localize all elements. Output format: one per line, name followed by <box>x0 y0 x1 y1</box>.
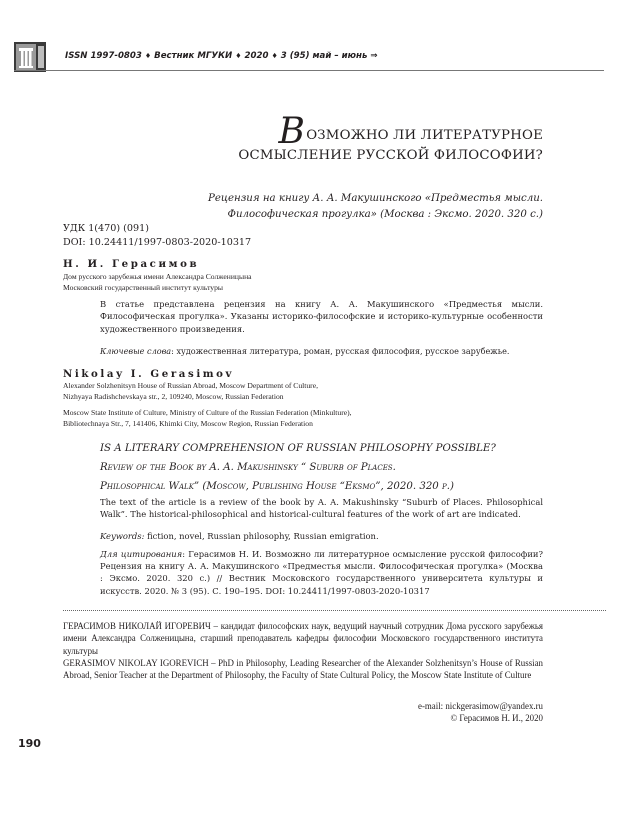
journal-logo <box>14 42 46 72</box>
abstract-ru: В статье представлена рецензия на книгу А. А. Макушинского «Предместья мысли. Философическая прогулка». Указаны историко-философские и историко-культурные особенности художественного произведения. <box>100 299 543 334</box>
title-en-line-3: Philosophical Walk” (Moscow, Publishing House “Eksmo”, 2020. 320 p.) <box>100 481 454 492</box>
title-line-2: ОСМЫСЛЕНИЕ РУССКОЙ ФИЛОСОФИИ? <box>238 148 543 163</box>
keywords-ru <box>100 345 555 357</box>
affiliation-line: Дом русского зарубежья имени Александра Солженицына <box>63 272 252 281</box>
issue: 3 (95) май – июнь <box>280 51 368 61</box>
udk-code: УДК 1(470) (091) <box>63 223 149 234</box>
subtitle-line-1: Рецензия на книгу А. А. Макушинского «Предместья мысли. <box>208 193 543 204</box>
affiliation-line: Московский государственный институт культуры <box>63 282 224 292</box>
keywords-text: fiction, novel, Russian philosophy, Russian emigration. <box>144 531 379 541</box>
title-en-line-2: Review of the Book by A. A. Makushinsky “ Suburb of Places. <box>100 462 396 473</box>
author-name-ru: Н. И. Герасимов <box>63 258 200 270</box>
separator: ♦ <box>235 52 242 60</box>
article-title <box>238 111 543 166</box>
citation-text: : Герасимов Н. И. Возможно ли литературное осмысление русской философии? Рецензия на книгу А. А. Макушинского «Предместья мысли. Философическая прогулка» (Москва : Эксмо. 2020. 320 с.) // Вестник Московского государственного университета культуры и искусств. 2020. № 3 (95). С. 190–195. DOI: 10.24411/1997-0803-2020-10317 <box>100 549 543 596</box>
citation <box>100 548 543 597</box>
copyright: © Герасимов Н. И., 2020 <box>450 713 543 723</box>
doi: DOI: 10.24411/1997-0803-2020-10317 <box>63 237 252 248</box>
arrow-icon: ⇒ <box>370 51 378 61</box>
keywords-label: Keywords: <box>100 531 145 541</box>
author-email: e-mail: nickgerasimow@yandex.ru <box>418 701 543 711</box>
affiliation-line: Moscow State Institute of Culture, Ministry of Culture of the Russian Federation (Minkulture), <box>63 408 352 417</box>
journal-name: Вестник МГУКИ <box>154 51 233 61</box>
journal-running-head <box>65 51 378 61</box>
author-bio-en: GERASIMOV NIKOLAY IGOREVICH – PhD in Philosophy, Leading Researcher of the Alexander Solzhenitsyn’s House of Russian Abroad, Senior Teacher at the Department of Philosophy, the Faculty of State Cultural Policy, the Moscow State Institute of Culture <box>63 658 543 681</box>
keywords-text: : художественная литература, роман, русская философия, русское зарубежье. <box>171 346 510 356</box>
column-icon <box>14 42 46 72</box>
title-initial: В <box>278 111 306 152</box>
affiliation-line: Alexander Solzhenitsyn House of Russian Abroad, Moscow Department of Culture, <box>63 381 318 390</box>
header-rule <box>14 70 604 71</box>
affiliation-en-2 <box>63 408 352 429</box>
article-title-en <box>100 439 555 496</box>
author-name-en: Nikolay I. Gerasimov <box>63 368 235 380</box>
abstract-en: The text of the article is a review of the book by A. A. Makushinsky “Suburb of Places. Philosophical Walk”. The historical-philosophical and historical-cultural features of the work of art are indicated. <box>100 497 543 520</box>
title-en-line-1: IS A LITERARY COMPREHENSION OF RUSSIAN PHILOSOPHY POSSIBLE? <box>100 443 496 454</box>
page-number: 190 <box>18 737 41 750</box>
affiliation-line: Bibliotechnaya Str., 7, 141406, Khimki City, Moscow Region, Russian Federation <box>63 418 313 428</box>
citation-label: Для цитирования <box>100 549 183 559</box>
separator: ♦ <box>144 52 152 60</box>
keywords-label: Ключевые слова <box>100 346 172 356</box>
dotted-divider <box>63 610 606 611</box>
title-line-1: ОЗМОЖНО ЛИ ЛИТЕРАТУРНОЕ <box>306 128 543 143</box>
author-bio-ru: ГЕРАСИМОВ НИКОЛАЙ ИГОРЕВИЧ – кандидат философских наук, ведущий научный сотрудник Дома русского зарубежья имени Александра Солженицына, старший преподаватель кафедры философии Московского государственного института культуры <box>63 621 543 656</box>
issn: ISSN 1997-0803 <box>65 51 142 61</box>
article-subtitle <box>208 191 543 223</box>
keywords-en <box>100 530 379 542</box>
year: 2020 <box>244 51 269 61</box>
affiliation-ru <box>63 272 252 293</box>
affiliation-en-1 <box>63 381 318 402</box>
subtitle-line-2: Философическая прогулка» (Москва : Эксмо. 2020. 320 с.) <box>227 209 543 220</box>
affiliation-line: Nizhyaya Radishchevskaya str., 2, 109240, Moscow, Russian Federation <box>63 391 284 401</box>
separator: ♦ <box>271 52 278 60</box>
